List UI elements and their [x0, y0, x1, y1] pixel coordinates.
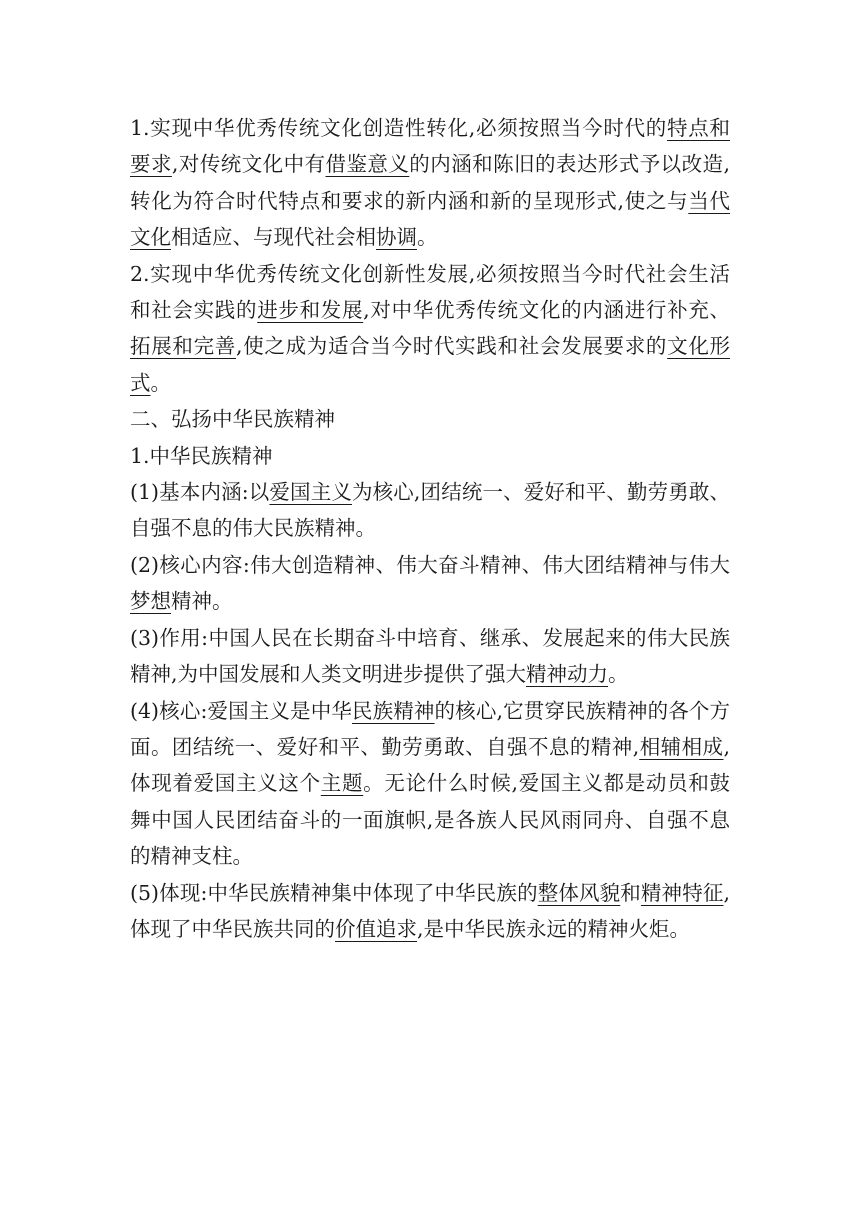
text-segment: (5)体现:中华民族精神集中体现了中华民族的 — [130, 880, 538, 905]
underlined-term: 协调 — [376, 225, 417, 250]
text-segment: ,体现着爱国主义这个 — [130, 734, 731, 796]
text-segment: ,使之成为适合当今时代实践和社会发展要求的 — [235, 334, 668, 359]
paragraph-core-content — [130, 547, 730, 620]
underlined-term: 整体风貌 — [537, 880, 621, 905]
underlined-term: 梦想 — [130, 589, 171, 614]
text-segment: (3)作用:中国人民在长期奋斗中培育、继承、发展起来的伟大民族精神,为中国发展和人类文明进步提供了强大 — [130, 625, 730, 687]
underlined-term: 民族精神 — [351, 698, 435, 723]
text-segment: 的内涵和陈旧的表达形式予以改造,转化为符合时代特点和要求的新内涵和新的呈现形式,使之与 — [130, 152, 731, 213]
underlined-term: 特点和要求 — [130, 116, 731, 177]
text-segment: 。 — [417, 225, 438, 250]
document-page — [130, 110, 730, 947]
underlined-term: 借鉴意义 — [325, 152, 410, 177]
underlined-term: 当代文化 — [130, 188, 731, 250]
underlined-term: 相辅相成 — [639, 734, 724, 759]
text-segment: 。 — [150, 370, 171, 395]
heading-text: 1.中华民族精神 — [130, 443, 273, 468]
text-segment: 的核心,它贯穿民族精神的各个方面。团结统一、爱好和平、勤劳勇敢、自强不息的精神, — [130, 698, 731, 759]
underlined-term: 价值追求 — [335, 916, 417, 941]
underlined-term: 进步和发展 — [257, 298, 364, 323]
underlined-term: 精神特征 — [640, 880, 724, 905]
text-segment: ,对传统文化中有 — [171, 152, 326, 177]
heading-text: 二、弘扬中华民族精神 — [130, 407, 335, 432]
paragraph-transformation — [130, 110, 730, 256]
underlined-term: 精神动力 — [526, 662, 609, 687]
text-segment: (1)基本内涵:以 — [130, 480, 270, 505]
paragraph-development — [130, 256, 730, 402]
text-segment: (2)核心内容:伟大创造精神、伟大奋斗精神、伟大团结精神与伟大 — [130, 552, 730, 577]
text-segment: 1.实现中华优秀传统文化创造性转化,必须按照当今时代的 — [130, 116, 668, 140]
text-segment: 为核心,团结统一、爱好和平、勤劳勇敢、自强不息的伟大民族精神。 — [130, 480, 731, 541]
text-segment: ,对中华优秀传统文化的内涵进行补充、 — [363, 298, 731, 323]
paragraph-function — [130, 620, 730, 693]
text-segment: 。无论什么时候,爱国主义都是动员和鼓舞中国人民团结奋斗的一面旗帜,是各族人民风雨同舟、自强不息的精神支柱。 — [130, 771, 731, 869]
paragraph-basic-meaning — [130, 474, 730, 547]
text-segment: 2.实现中华优秀传统文化创新性发展,必须按照当今时代社会生活和社会实践的 — [130, 261, 730, 323]
section-heading — [130, 401, 730, 437]
text-segment: 。 — [608, 662, 629, 687]
text-segment: (4)核心:爱国主义是中华 — [130, 698, 352, 723]
underlined-term: 拓展和完善 — [130, 334, 236, 359]
underlined-term: 文化形式 — [130, 334, 731, 395]
text-segment: ,体现了中华民族共同的 — [130, 880, 731, 941]
subsection-heading — [130, 438, 730, 474]
text-segment: 相适应、与现代社会相 — [171, 225, 376, 250]
text-segment: ,是中华民族永远的精神火炬。 — [417, 916, 691, 941]
underlined-term: 爱国主义 — [269, 480, 352, 505]
underlined-term: 主题 — [320, 771, 364, 796]
paragraph-embodiment — [130, 875, 730, 948]
paragraph-core — [130, 693, 730, 875]
text-segment: 和 — [620, 880, 641, 905]
text-segment: 精神。 — [171, 589, 233, 614]
